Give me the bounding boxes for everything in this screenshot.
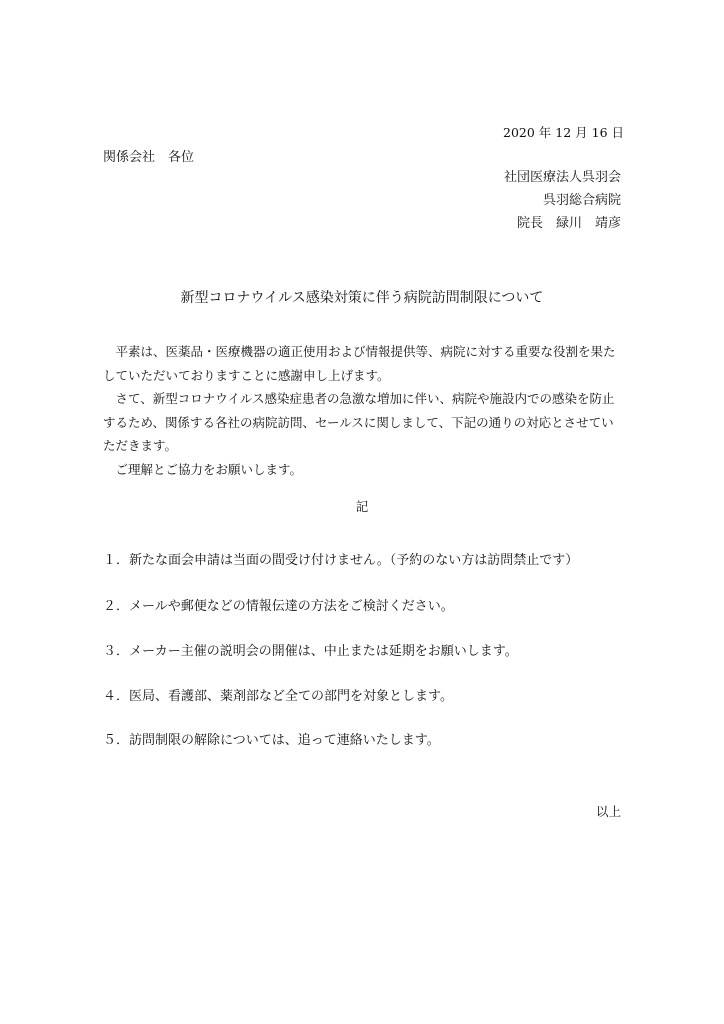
sender-hospital: 呉羽総合病院	[542, 193, 621, 208]
body-line: していただいておりますことに感謝申し上げます。	[103, 367, 390, 383]
body-line: ただきます。	[103, 438, 178, 454]
list-item: ５．訪問制限の解除については、追って連絡いたします。	[103, 733, 440, 748]
addressee: 関係会社 各位	[103, 150, 195, 165]
list-item: １．新たな面会申請は当面の間受け付けません。（予約のない方は訪問禁止です）	[103, 553, 579, 568]
list-item: ２．メールや郵便などの情報伝達の方法をご検討ください。	[103, 599, 454, 614]
body-line: 平素は、医薬品・医療機器の適正使用および情報提供等、病院に対する重要な役割を果た	[115, 344, 616, 359]
document-date: 2020 年 12 月 16 日	[503, 125, 624, 140]
document-title: 新型コロナウイルス感染対策に伴う病院訪問制限について	[180, 290, 544, 306]
sender-organization: 社団医療法人呉羽会	[503, 170, 621, 185]
list-item: ３．メーカー主催の説明会の開催は、中止または延期をお願いします。	[103, 644, 518, 659]
closing-ijo: 以上	[595, 804, 621, 819]
body-text	[103, 340, 623, 482]
ki-heading: 記	[355, 499, 369, 514]
list-item: ４．医局、看護部、薬剤部など全ての部門を対象とします。	[103, 689, 453, 704]
sender-director: 院長 緑川 靖彦	[516, 216, 621, 231]
body-line: さて、新型コロナウイルス感染症患者の急激な増加に伴い、病院や施設内での感染を防止	[115, 391, 615, 407]
body-line: するため、関係する各社の病院訪問、セールスに関しまして、下記の通りの対応とさせてい	[103, 414, 614, 430]
body-line: ご理解とご協力をお願いします。	[115, 461, 303, 477]
